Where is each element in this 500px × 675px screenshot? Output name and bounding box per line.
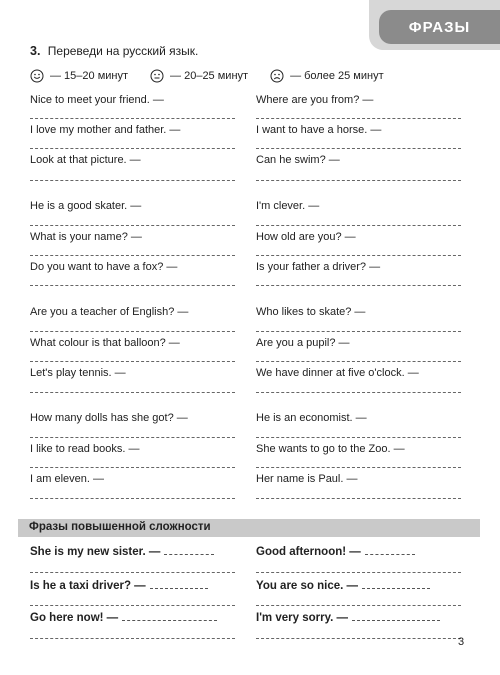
answer-line[interactable]: [256, 180, 461, 181]
answer-line[interactable]: [256, 225, 461, 226]
advanced-phrase-text: Is he a taxi driver? —: [30, 580, 146, 592]
phrase-item: Do you want to have a fox? —: [30, 261, 178, 273]
answer-line[interactable]: [30, 467, 235, 468]
phrase-item: Is your father a driver? —: [256, 261, 381, 273]
phrase-item: Let's play tennis. —: [30, 367, 126, 379]
timing-legend: [30, 69, 406, 83]
answer-line[interactable]: [256, 118, 461, 119]
answer-line[interactable]: [30, 225, 235, 226]
phrase-item: I love my mother and father. —: [30, 124, 181, 136]
advanced-phrase-item: [30, 580, 208, 592]
answer-line[interactable]: [256, 392, 461, 393]
advanced-phrase-text: She is my new sister. —: [30, 546, 161, 558]
timing-item: [270, 69, 384, 83]
answer-line[interactable]: [30, 498, 235, 499]
neutral-face-icon: [150, 69, 164, 83]
sad-face-icon: [270, 69, 284, 83]
answer-line[interactable]: [30, 638, 235, 639]
answer-fill[interactable]: [122, 612, 217, 621]
answer-fill[interactable]: [352, 612, 440, 621]
phrase-item: Can he swim? —: [256, 154, 340, 166]
header-tab: [379, 10, 500, 44]
phrase-item: Are you a pupil? —: [256, 337, 350, 349]
answer-fill[interactable]: [164, 546, 214, 555]
answer-line[interactable]: [30, 437, 235, 438]
phrase-item: Are you a teacher of English? —: [30, 306, 189, 318]
phrase-item: Where are you from? —: [256, 94, 374, 106]
task-number: 3.: [30, 44, 41, 58]
advanced-section-title: Фразы повышенной сложности: [29, 521, 211, 533]
phrase-item: I want to have a horse. —: [256, 124, 382, 136]
advanced-phrase-item: [30, 546, 214, 558]
header-tab-label: ФРАЗЫ: [408, 18, 471, 36]
answer-fill[interactable]: [365, 546, 415, 555]
phrase-item: He is an economist. —: [256, 412, 367, 424]
answer-line[interactable]: [30, 180, 235, 181]
advanced-phrase-item: [256, 546, 415, 558]
answer-line[interactable]: [256, 437, 461, 438]
advanced-phrase-item: [256, 612, 440, 624]
timing-label: — 15–20 минут: [50, 70, 129, 82]
phrase-item: He is a good skater. —: [30, 200, 142, 212]
answer-line[interactable]: [256, 285, 461, 286]
page-number: 3: [458, 636, 465, 648]
answer-line[interactable]: [30, 572, 235, 573]
advanced-phrase-text: Good afternoon! —: [256, 546, 361, 558]
answer-line[interactable]: [30, 361, 235, 362]
advanced-phrase-item: [256, 580, 430, 592]
answer-fill[interactable]: [150, 580, 208, 589]
phrase-item: Who likes to skate? —: [256, 306, 366, 318]
answer-line[interactable]: [30, 148, 235, 149]
answer-line[interactable]: [256, 255, 461, 256]
answer-line[interactable]: [256, 148, 461, 149]
answer-line[interactable]: [30, 255, 235, 256]
task-instruction: [30, 44, 198, 58]
timing-label: — 20–25 минут: [170, 70, 249, 82]
phrase-item: What is your name? —: [30, 231, 142, 243]
advanced-phrase-text: You are so nice. —: [256, 580, 359, 592]
answer-line[interactable]: [256, 467, 461, 468]
phrase-item: I am eleven. —: [30, 473, 104, 485]
advanced-phrase-text: I'm very sorry. —: [256, 612, 349, 624]
answer-line[interactable]: [256, 361, 461, 362]
answer-line[interactable]: [30, 285, 235, 286]
answer-line[interactable]: [30, 331, 235, 332]
phrase-item: How old are you? —: [256, 231, 356, 243]
advanced-phrase-text: Go here now! —: [30, 612, 119, 624]
answer-line[interactable]: [256, 638, 461, 639]
phrase-item: How many dolls has she got? —: [30, 412, 188, 424]
phrase-item: Nice to meet your friend. —: [30, 94, 164, 106]
advanced-phrase-item: [30, 612, 217, 624]
answer-line[interactable]: [30, 605, 235, 606]
phrase-item: Her name is Paul. —: [256, 473, 358, 485]
happy-face-icon: [30, 69, 44, 83]
answer-line[interactable]: [256, 572, 461, 573]
answer-line[interactable]: [30, 118, 235, 119]
timing-label: — более 25 минут: [290, 70, 384, 82]
answer-fill[interactable]: [362, 580, 430, 589]
timing-item: [150, 69, 248, 83]
phrase-item: We have dinner at five o'clock. —: [256, 367, 419, 379]
answer-line[interactable]: [256, 331, 461, 332]
phrase-item: She wants to go to the Zoo. —: [256, 443, 405, 455]
phrase-item: What colour is that balloon? —: [30, 337, 180, 349]
answer-line[interactable]: [256, 605, 461, 606]
timing-item: [30, 69, 128, 83]
answer-line[interactable]: [30, 392, 235, 393]
advanced-section-header: [18, 519, 480, 537]
answer-line[interactable]: [256, 498, 461, 499]
phrase-item: I'm clever. —: [256, 200, 320, 212]
phrase-item: Look at that picture. —: [30, 154, 141, 166]
phrase-item: I like to read books. —: [30, 443, 140, 455]
task-text: Переведи на русский язык.: [47, 44, 199, 58]
